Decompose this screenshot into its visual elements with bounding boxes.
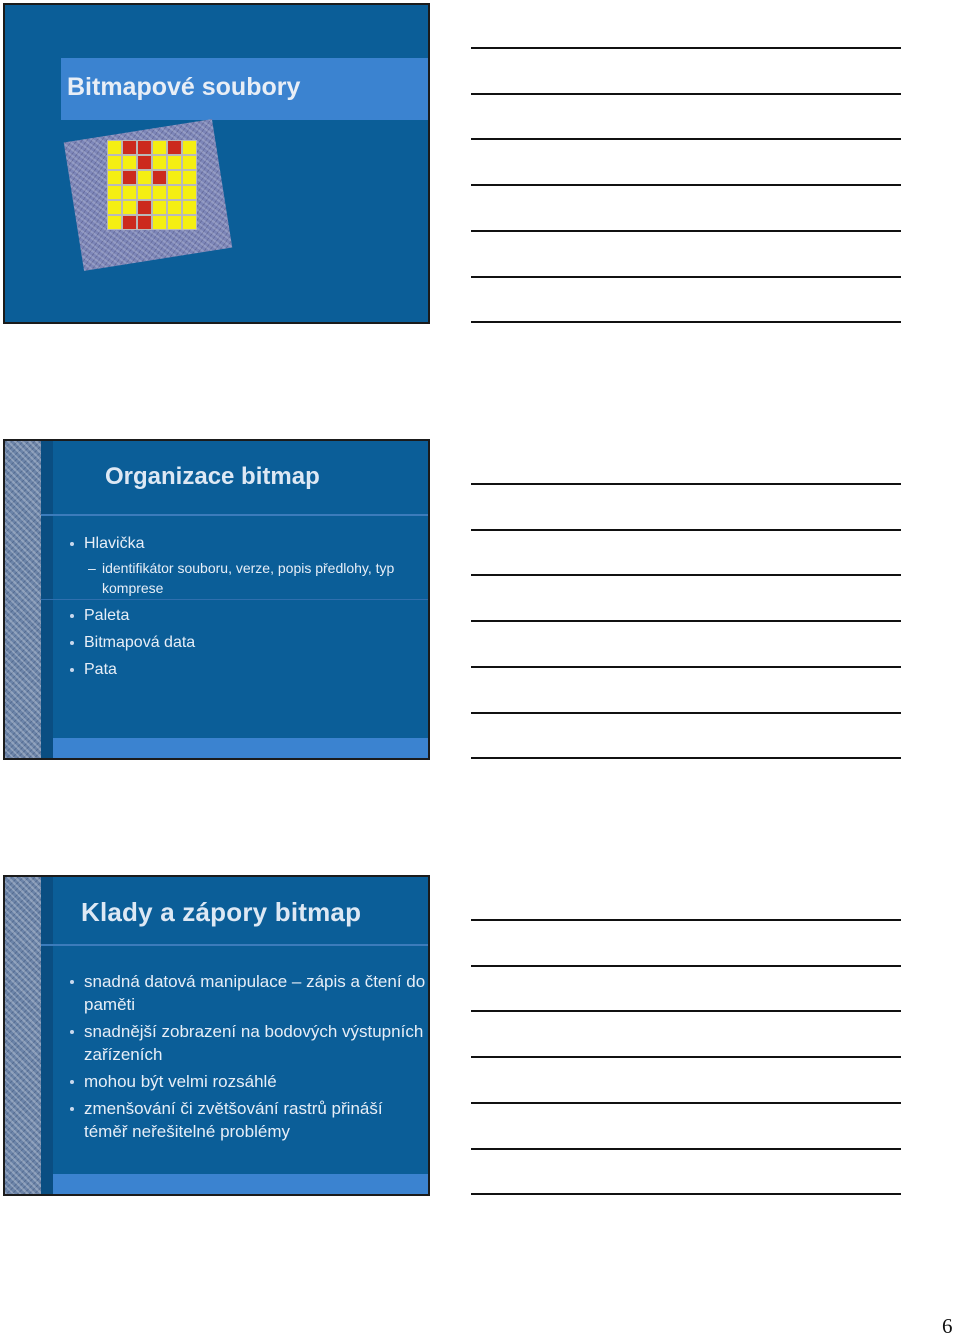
list-item: Paleta [69, 606, 419, 625]
note-line [471, 1102, 901, 1104]
pixel-grid-logo [107, 140, 197, 230]
title-divider [41, 944, 428, 946]
pixel-cell [152, 140, 167, 155]
slide-title: Bitmapové soubory [67, 73, 301, 101]
pixel-cell [167, 140, 182, 155]
bullet-list [69, 534, 419, 687]
slide-title: Organizace bitmap [105, 463, 320, 490]
slide-3 [3, 875, 430, 1196]
slide-title: Klady a zápory bitmap [81, 897, 362, 927]
note-line [471, 574, 901, 576]
note-line [471, 483, 901, 485]
slide-1 [3, 3, 430, 324]
note-line [471, 138, 901, 140]
bullet-list [69, 970, 429, 1147]
pixel-cell [182, 185, 197, 200]
note-line [471, 757, 901, 759]
list-item: Bitmapová data [69, 633, 419, 652]
footer-band [53, 738, 428, 758]
list-item: snadná datová manipulace – zápis a čtení do paměti [69, 970, 429, 1016]
note-line [471, 529, 901, 531]
pixel-cell [152, 155, 167, 170]
pixel-cell [107, 140, 122, 155]
list-item: Pata [69, 660, 419, 679]
title-divider [41, 514, 428, 516]
sub-bullet: – identifikátor souboru, verze, popis předlohy, typ komprese [88, 560, 395, 596]
pixel-cell [152, 200, 167, 215]
list-item: zmenšování či zvětšování rastrů přináší téměř neřešitelné problémy [69, 1097, 429, 1143]
note-line [471, 230, 901, 232]
decorative-strip [5, 877, 41, 1194]
pixel-cell [107, 200, 122, 215]
pixel-cell [182, 215, 197, 230]
note-line [471, 1193, 901, 1195]
pixel-cell [137, 200, 152, 215]
note-line [471, 276, 901, 278]
note-line [471, 47, 901, 49]
pixel-cell [182, 200, 197, 215]
pixel-cell [122, 200, 137, 215]
pixel-cell [167, 185, 182, 200]
list-item: mohou být velmi rozsáhlé [69, 1070, 429, 1093]
pixel-cell [167, 215, 182, 230]
pixel-cell [107, 155, 122, 170]
pixel-cell [182, 170, 197, 185]
list-item: snadnější zobrazení na bodových výstupních zařízeních [69, 1020, 429, 1066]
pixel-cell [122, 155, 137, 170]
note-line [471, 93, 901, 95]
note-line [471, 666, 901, 668]
note-line [471, 1056, 901, 1058]
pixel-cell [137, 140, 152, 155]
pixel-cell [107, 185, 122, 200]
pixel-cell [152, 185, 167, 200]
list-item: Hlavička – identifikátor souboru, verze, popis předlohy, typ komprese [69, 534, 419, 598]
note-line [471, 184, 901, 186]
page-number: 6 [942, 1314, 953, 1337]
note-line [471, 1148, 901, 1150]
pixel-cell [137, 155, 152, 170]
pixel-cell [137, 215, 152, 230]
note-line [471, 1010, 901, 1012]
decorative-strip [5, 441, 41, 758]
note-line [471, 712, 901, 714]
footer-band [53, 1174, 428, 1194]
pixel-cell [122, 185, 137, 200]
pixel-cell [182, 155, 197, 170]
pixel-cell [137, 170, 152, 185]
pixel-cell [152, 170, 167, 185]
note-line [471, 965, 901, 967]
slide-2 [3, 439, 430, 760]
pixel-cell [107, 170, 122, 185]
pixel-cell [167, 200, 182, 215]
pixel-cell [122, 140, 137, 155]
pixel-cell [152, 215, 167, 230]
pixel-cell [167, 170, 182, 185]
pixel-cell [122, 170, 137, 185]
pixel-cell [182, 140, 197, 155]
pixel-cell [167, 155, 182, 170]
pixel-cell [107, 215, 122, 230]
note-line [471, 321, 901, 323]
pixel-cell [137, 185, 152, 200]
note-line [471, 620, 901, 622]
note-line [471, 919, 901, 921]
pixel-cell [122, 215, 137, 230]
